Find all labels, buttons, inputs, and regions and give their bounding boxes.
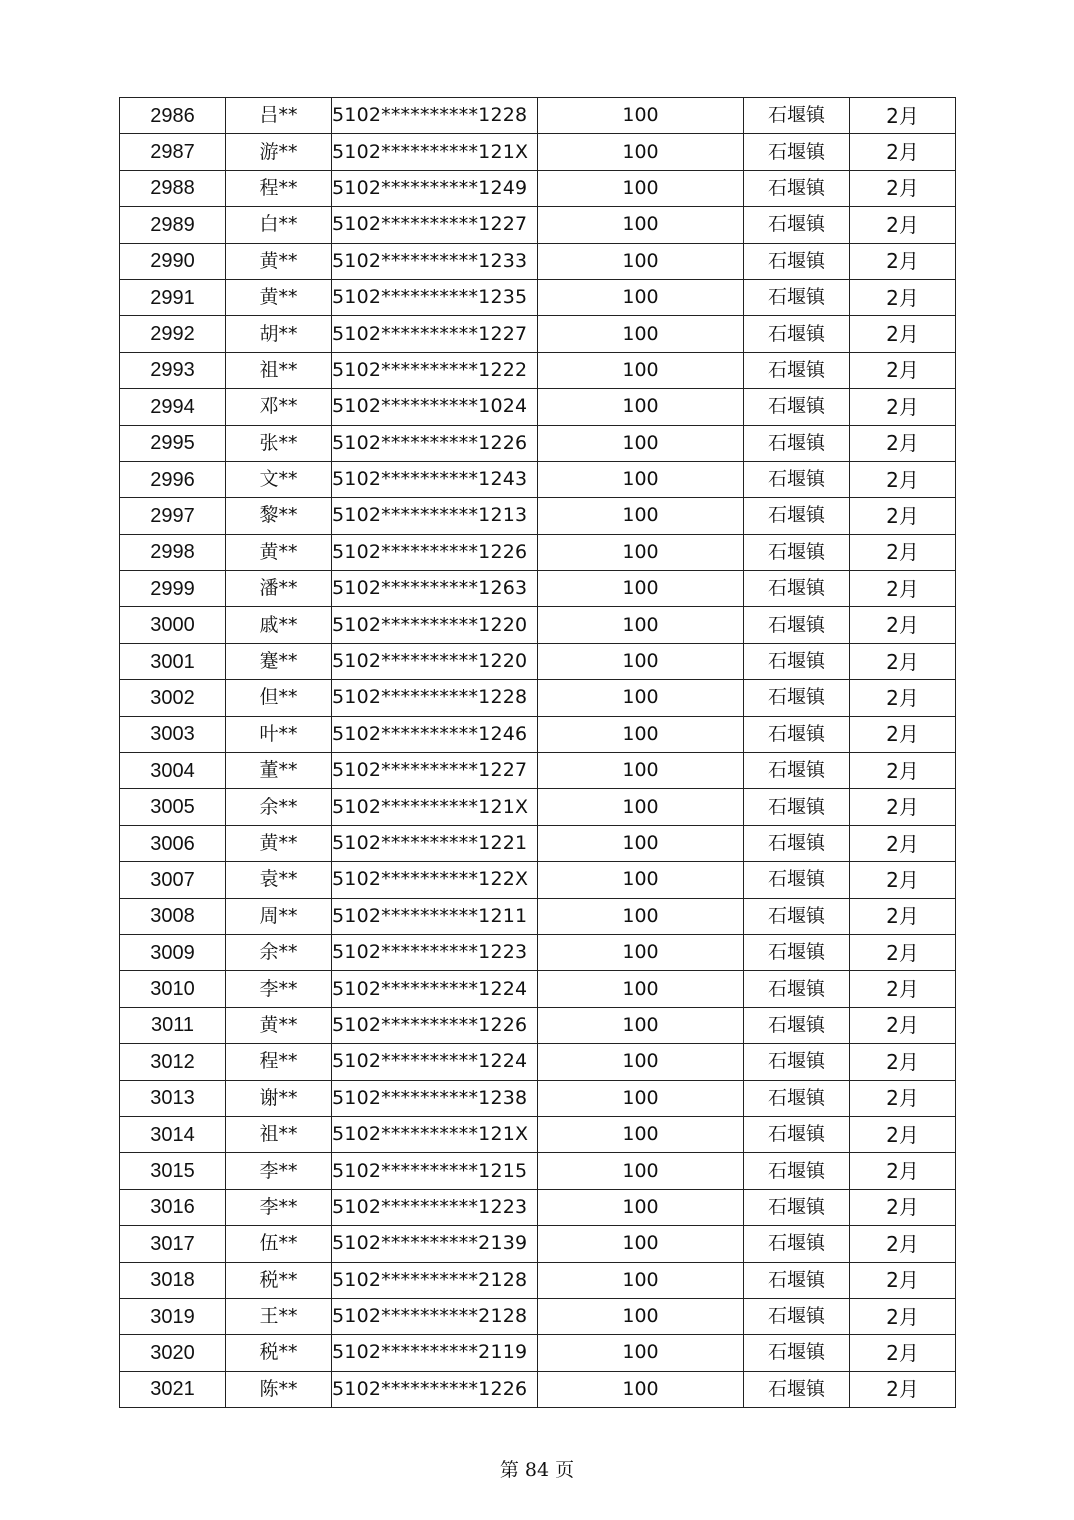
town-cell: 石堰镇 bbox=[744, 134, 850, 170]
town-cell: 石堰镇 bbox=[744, 1080, 850, 1116]
table-row bbox=[120, 1153, 956, 1189]
id-number-cell: 5102**********1226 bbox=[332, 534, 538, 570]
id-number-cell: 5102**********1223 bbox=[332, 934, 538, 970]
name-cell: 李** bbox=[226, 1189, 332, 1225]
month-cell: 2月 bbox=[850, 716, 956, 752]
amount-cell: 100 bbox=[538, 862, 744, 898]
month-cell: 2月 bbox=[850, 534, 956, 570]
serial-number-cell: 3012 bbox=[120, 1044, 226, 1080]
name-cell: 余** bbox=[226, 934, 332, 970]
name-cell: 白** bbox=[226, 207, 332, 243]
amount-cell: 100 bbox=[538, 1298, 744, 1334]
table-row bbox=[120, 1080, 956, 1116]
amount-cell: 100 bbox=[538, 789, 744, 825]
month-cell: 2月 bbox=[850, 898, 956, 934]
id-number-cell: 5102**********121X bbox=[332, 1116, 538, 1152]
name-cell: 黄** bbox=[226, 825, 332, 861]
name-cell: 黎** bbox=[226, 498, 332, 534]
town-cell: 石堰镇 bbox=[744, 170, 850, 206]
serial-number-cell: 3017 bbox=[120, 1226, 226, 1262]
town-cell: 石堰镇 bbox=[744, 1298, 850, 1334]
month-cell: 2月 bbox=[850, 316, 956, 352]
month-cell: 2月 bbox=[850, 425, 956, 461]
month-cell: 2月 bbox=[850, 98, 956, 134]
amount-cell: 100 bbox=[538, 498, 744, 534]
table-row bbox=[120, 461, 956, 497]
table-row bbox=[120, 971, 956, 1007]
town-cell: 石堰镇 bbox=[744, 607, 850, 643]
id-number-cell: 5102**********1226 bbox=[332, 1371, 538, 1407]
table-row bbox=[120, 170, 956, 206]
table-row bbox=[120, 352, 956, 388]
id-number-cell: 5102**********1213 bbox=[332, 498, 538, 534]
town-cell: 石堰镇 bbox=[744, 1335, 850, 1371]
town-cell: 石堰镇 bbox=[744, 680, 850, 716]
name-cell: 张** bbox=[226, 425, 332, 461]
amount-cell: 100 bbox=[538, 534, 744, 570]
table-row bbox=[120, 789, 956, 825]
roster-table-body bbox=[120, 98, 956, 1408]
table-row bbox=[120, 1007, 956, 1043]
town-cell: 石堰镇 bbox=[744, 934, 850, 970]
name-cell: 陈** bbox=[226, 1371, 332, 1407]
id-number-cell: 5102**********1249 bbox=[332, 170, 538, 206]
table-row bbox=[120, 898, 956, 934]
town-cell: 石堰镇 bbox=[744, 316, 850, 352]
month-cell: 2月 bbox=[850, 862, 956, 898]
name-cell: 程** bbox=[226, 170, 332, 206]
serial-number-cell: 3018 bbox=[120, 1262, 226, 1298]
amount-cell: 100 bbox=[538, 134, 744, 170]
table-row bbox=[120, 934, 956, 970]
table-row bbox=[120, 389, 956, 425]
serial-number-cell: 3009 bbox=[120, 934, 226, 970]
serial-number-cell: 3008 bbox=[120, 898, 226, 934]
amount-cell: 100 bbox=[538, 207, 744, 243]
town-cell: 石堰镇 bbox=[744, 753, 850, 789]
amount-cell: 100 bbox=[538, 170, 744, 206]
id-number-cell: 5102**********2119 bbox=[332, 1335, 538, 1371]
serial-number-cell: 2987 bbox=[120, 134, 226, 170]
town-cell: 石堰镇 bbox=[744, 279, 850, 315]
amount-cell: 100 bbox=[538, 352, 744, 388]
month-cell: 2月 bbox=[850, 134, 956, 170]
amount-cell: 100 bbox=[538, 98, 744, 134]
id-number-cell: 5102**********1227 bbox=[332, 207, 538, 243]
serial-number-cell: 2991 bbox=[120, 279, 226, 315]
month-cell: 2月 bbox=[850, 971, 956, 1007]
name-cell: 董** bbox=[226, 753, 332, 789]
amount-cell: 100 bbox=[538, 316, 744, 352]
month-cell: 2月 bbox=[850, 1226, 956, 1262]
id-number-cell: 5102**********1221 bbox=[332, 825, 538, 861]
month-cell: 2月 bbox=[850, 207, 956, 243]
month-cell: 2月 bbox=[850, 1262, 956, 1298]
serial-number-cell: 2998 bbox=[120, 534, 226, 570]
id-number-cell: 5102**********1246 bbox=[332, 716, 538, 752]
table-row bbox=[120, 1262, 956, 1298]
name-cell: 谢** bbox=[226, 1080, 332, 1116]
id-number-cell: 5102**********2128 bbox=[332, 1262, 538, 1298]
table-row bbox=[120, 1298, 956, 1334]
month-cell: 2月 bbox=[850, 789, 956, 825]
name-cell: 李** bbox=[226, 971, 332, 1007]
month-cell: 2月 bbox=[850, 1335, 956, 1371]
serial-number-cell: 2990 bbox=[120, 243, 226, 279]
serial-number-cell: 2995 bbox=[120, 425, 226, 461]
town-cell: 石堰镇 bbox=[744, 789, 850, 825]
month-cell: 2月 bbox=[850, 1080, 956, 1116]
table-row bbox=[120, 1044, 956, 1080]
amount-cell: 100 bbox=[538, 279, 744, 315]
id-number-cell: 5102**********1238 bbox=[332, 1080, 538, 1116]
serial-number-cell: 3001 bbox=[120, 643, 226, 679]
town-cell: 石堰镇 bbox=[744, 1371, 850, 1407]
name-cell: 税** bbox=[226, 1262, 332, 1298]
table-row bbox=[120, 680, 956, 716]
serial-number-cell: 2989 bbox=[120, 207, 226, 243]
town-cell: 石堰镇 bbox=[744, 862, 850, 898]
town-cell: 石堰镇 bbox=[744, 498, 850, 534]
town-cell: 石堰镇 bbox=[744, 898, 850, 934]
name-cell: 周** bbox=[226, 898, 332, 934]
name-cell: 潘** bbox=[226, 571, 332, 607]
id-number-cell: 5102**********1226 bbox=[332, 425, 538, 461]
serial-number-cell: 3014 bbox=[120, 1116, 226, 1152]
name-cell: 李** bbox=[226, 1153, 332, 1189]
month-cell: 2月 bbox=[850, 571, 956, 607]
id-number-cell: 5102**********121X bbox=[332, 134, 538, 170]
town-cell: 石堰镇 bbox=[744, 207, 850, 243]
month-cell: 2月 bbox=[850, 1116, 956, 1152]
id-number-cell: 5102**********1224 bbox=[332, 1044, 538, 1080]
amount-cell: 100 bbox=[538, 753, 744, 789]
town-cell: 石堰镇 bbox=[744, 1116, 850, 1152]
amount-cell: 100 bbox=[538, 1189, 744, 1225]
town-cell: 石堰镇 bbox=[744, 98, 850, 134]
id-number-cell: 5102**********1024 bbox=[332, 389, 538, 425]
serial-number-cell: 2996 bbox=[120, 461, 226, 497]
town-cell: 石堰镇 bbox=[744, 1262, 850, 1298]
amount-cell: 100 bbox=[538, 571, 744, 607]
name-cell: 黄** bbox=[226, 534, 332, 570]
month-cell: 2月 bbox=[850, 1044, 956, 1080]
amount-cell: 100 bbox=[538, 1007, 744, 1043]
id-number-cell: 5102**********1226 bbox=[332, 1007, 538, 1043]
town-cell: 石堰镇 bbox=[744, 825, 850, 861]
town-cell: 石堰镇 bbox=[744, 1189, 850, 1225]
name-cell: 程** bbox=[226, 1044, 332, 1080]
month-cell: 2月 bbox=[850, 1371, 956, 1407]
amount-cell: 100 bbox=[538, 934, 744, 970]
amount-cell: 100 bbox=[538, 1335, 744, 1371]
id-number-cell: 5102**********1243 bbox=[332, 461, 538, 497]
serial-number-cell: 3020 bbox=[120, 1335, 226, 1371]
id-number-cell: 5102**********121X bbox=[332, 789, 538, 825]
serial-number-cell: 3016 bbox=[120, 1189, 226, 1225]
amount-cell: 100 bbox=[538, 716, 744, 752]
id-number-cell: 5102**********1233 bbox=[332, 243, 538, 279]
name-cell: 余** bbox=[226, 789, 332, 825]
table-row bbox=[120, 425, 956, 461]
serial-number-cell: 2999 bbox=[120, 571, 226, 607]
town-cell: 石堰镇 bbox=[744, 352, 850, 388]
id-number-cell: 5102**********1263 bbox=[332, 571, 538, 607]
id-number-cell: 5102**********2128 bbox=[332, 1298, 538, 1334]
table-row bbox=[120, 753, 956, 789]
town-cell: 石堰镇 bbox=[744, 643, 850, 679]
town-cell: 石堰镇 bbox=[744, 571, 850, 607]
table-row bbox=[120, 1371, 956, 1407]
table-row bbox=[120, 498, 956, 534]
serial-number-cell: 3007 bbox=[120, 862, 226, 898]
serial-number-cell: 2997 bbox=[120, 498, 226, 534]
serial-number-cell: 3000 bbox=[120, 607, 226, 643]
table-row bbox=[120, 243, 956, 279]
name-cell: 黄** bbox=[226, 279, 332, 315]
serial-number-cell: 2992 bbox=[120, 316, 226, 352]
amount-cell: 100 bbox=[538, 680, 744, 716]
table-row bbox=[120, 316, 956, 352]
name-cell: 祖** bbox=[226, 352, 332, 388]
serial-number-cell: 2993 bbox=[120, 352, 226, 388]
town-cell: 石堰镇 bbox=[744, 1044, 850, 1080]
id-number-cell: 5102**********1215 bbox=[332, 1153, 538, 1189]
amount-cell: 100 bbox=[538, 425, 744, 461]
town-cell: 石堰镇 bbox=[744, 716, 850, 752]
serial-number-cell: 3002 bbox=[120, 680, 226, 716]
town-cell: 石堰镇 bbox=[744, 461, 850, 497]
name-cell: 蹇** bbox=[226, 643, 332, 679]
id-number-cell: 5102**********1223 bbox=[332, 1189, 538, 1225]
month-cell: 2月 bbox=[850, 170, 956, 206]
id-number-cell: 5102**********1211 bbox=[332, 898, 538, 934]
name-cell: 黄** bbox=[226, 243, 332, 279]
table-row bbox=[120, 279, 956, 315]
name-cell: 游** bbox=[226, 134, 332, 170]
table-row bbox=[120, 643, 956, 679]
town-cell: 石堰镇 bbox=[744, 1153, 850, 1189]
id-number-cell: 5102**********1235 bbox=[332, 279, 538, 315]
name-cell: 黄** bbox=[226, 1007, 332, 1043]
town-cell: 石堰镇 bbox=[744, 425, 850, 461]
id-number-cell: 5102**********1224 bbox=[332, 971, 538, 1007]
amount-cell: 100 bbox=[538, 1044, 744, 1080]
id-number-cell: 5102**********1222 bbox=[332, 352, 538, 388]
serial-number-cell: 3015 bbox=[120, 1153, 226, 1189]
month-cell: 2月 bbox=[850, 825, 956, 861]
month-cell: 2月 bbox=[850, 680, 956, 716]
town-cell: 石堰镇 bbox=[744, 971, 850, 1007]
month-cell: 2月 bbox=[850, 643, 956, 679]
table-row bbox=[120, 825, 956, 861]
name-cell: 叶** bbox=[226, 716, 332, 752]
amount-cell: 100 bbox=[538, 1153, 744, 1189]
table-row bbox=[120, 1335, 956, 1371]
month-cell: 2月 bbox=[850, 498, 956, 534]
name-cell: 吕** bbox=[226, 98, 332, 134]
amount-cell: 100 bbox=[538, 243, 744, 279]
amount-cell: 100 bbox=[538, 1080, 744, 1116]
amount-cell: 100 bbox=[538, 607, 744, 643]
name-cell: 文** bbox=[226, 461, 332, 497]
town-cell: 石堰镇 bbox=[744, 534, 850, 570]
serial-number-cell: 3019 bbox=[120, 1298, 226, 1334]
table-row bbox=[120, 1116, 956, 1152]
name-cell: 伍** bbox=[226, 1226, 332, 1262]
name-cell: 但** bbox=[226, 680, 332, 716]
roster-table bbox=[119, 97, 956, 1408]
id-number-cell: 5102**********1220 bbox=[332, 607, 538, 643]
month-cell: 2月 bbox=[850, 1189, 956, 1225]
town-cell: 石堰镇 bbox=[744, 243, 850, 279]
table-row bbox=[120, 571, 956, 607]
page-number: 第 84 页 bbox=[499, 1459, 575, 1481]
month-cell: 2月 bbox=[850, 461, 956, 497]
amount-cell: 100 bbox=[538, 971, 744, 1007]
table-row bbox=[120, 534, 956, 570]
month-cell: 2月 bbox=[850, 1298, 956, 1334]
table-row bbox=[120, 1189, 956, 1225]
amount-cell: 100 bbox=[538, 898, 744, 934]
table-row bbox=[120, 134, 956, 170]
amount-cell: 100 bbox=[538, 1262, 744, 1298]
month-cell: 2月 bbox=[850, 753, 956, 789]
id-number-cell: 5102**********1228 bbox=[332, 98, 538, 134]
serial-number-cell: 3021 bbox=[120, 1371, 226, 1407]
name-cell: 祖** bbox=[226, 1116, 332, 1152]
id-number-cell: 5102**********122X bbox=[332, 862, 538, 898]
name-cell: 税** bbox=[226, 1335, 332, 1371]
town-cell: 石堰镇 bbox=[744, 1226, 850, 1262]
town-cell: 石堰镇 bbox=[744, 1007, 850, 1043]
amount-cell: 100 bbox=[538, 389, 744, 425]
month-cell: 2月 bbox=[850, 934, 956, 970]
id-number-cell: 5102**********1228 bbox=[332, 680, 538, 716]
table-row bbox=[120, 98, 956, 134]
month-cell: 2月 bbox=[850, 389, 956, 425]
table-row bbox=[120, 862, 956, 898]
serial-number-cell: 2988 bbox=[120, 170, 226, 206]
serial-number-cell: 3005 bbox=[120, 789, 226, 825]
name-cell: 王** bbox=[226, 1298, 332, 1334]
name-cell: 胡** bbox=[226, 316, 332, 352]
serial-number-cell: 2986 bbox=[120, 98, 226, 134]
id-number-cell: 5102**********2139 bbox=[332, 1226, 538, 1262]
serial-number-cell: 3003 bbox=[120, 716, 226, 752]
name-cell: 戚** bbox=[226, 607, 332, 643]
serial-number-cell: 3004 bbox=[120, 753, 226, 789]
serial-number-cell: 3013 bbox=[120, 1080, 226, 1116]
table-row bbox=[120, 607, 956, 643]
month-cell: 2月 bbox=[850, 243, 956, 279]
serial-number-cell: 3010 bbox=[120, 971, 226, 1007]
table-row bbox=[120, 716, 956, 752]
town-cell: 石堰镇 bbox=[744, 389, 850, 425]
serial-number-cell: 3006 bbox=[120, 825, 226, 861]
amount-cell: 100 bbox=[538, 643, 744, 679]
amount-cell: 100 bbox=[538, 1116, 744, 1152]
month-cell: 2月 bbox=[850, 1153, 956, 1189]
amount-cell: 100 bbox=[538, 825, 744, 861]
name-cell: 邓** bbox=[226, 389, 332, 425]
id-number-cell: 5102**********1227 bbox=[332, 316, 538, 352]
serial-number-cell: 3011 bbox=[120, 1007, 226, 1043]
table-row bbox=[120, 207, 956, 243]
amount-cell: 100 bbox=[538, 1226, 744, 1262]
month-cell: 2月 bbox=[850, 1007, 956, 1043]
name-cell: 袁** bbox=[226, 862, 332, 898]
amount-cell: 100 bbox=[538, 1371, 744, 1407]
id-number-cell: 5102**********1220 bbox=[332, 643, 538, 679]
serial-number-cell: 2994 bbox=[120, 389, 226, 425]
id-number-cell: 5102**********1227 bbox=[332, 753, 538, 789]
table-row bbox=[120, 1226, 956, 1262]
month-cell: 2月 bbox=[850, 279, 956, 315]
month-cell: 2月 bbox=[850, 352, 956, 388]
month-cell: 2月 bbox=[850, 607, 956, 643]
amount-cell: 100 bbox=[538, 461, 744, 497]
